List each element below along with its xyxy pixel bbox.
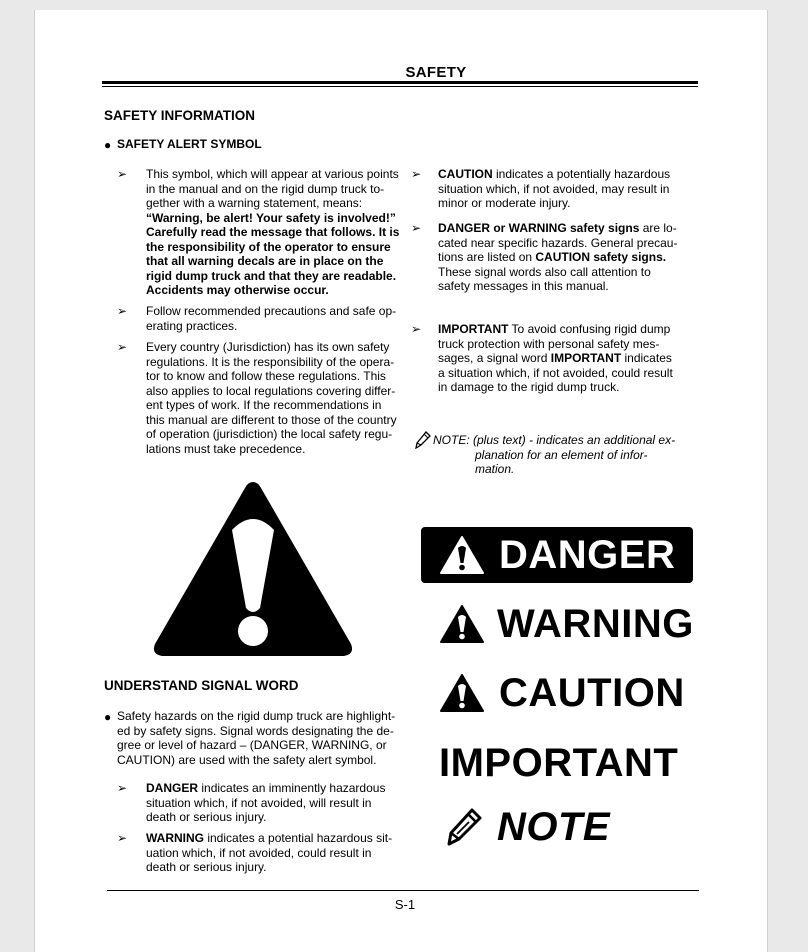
note-sign-text: NOTE [497,805,611,849]
page-title: SAFETY [405,64,467,81]
warning-alert-icon [439,604,485,644]
safety-information-heading: SAFETY INFORMATION [104,108,255,123]
safety-alert-symbol-heading: SAFETY ALERT SYMBOL [117,137,262,151]
caution-sign [439,673,685,713]
arrow-bullet-icon: ➢ [117,167,128,181]
important-sign-text: IMPORTANT [439,741,679,785]
bullet-icon: ● [104,710,112,724]
precautions-paragraph: Follow recommended precautions and safe op- erating practices. [146,304,397,333]
important-definition: IMPORTANT To avoid confusing rigid dump truck protection with personal safety mes- sages, a signal word IMPORTANT indicates a situation which, if not avoided, could result in damage to the rigid dump truck. [438,322,673,394]
warning-sign [439,604,694,644]
footer-rule [107,890,699,891]
note-sign [445,807,610,847]
danger-alert-icon [439,535,485,575]
arrow-bullet-icon: ➢ [411,167,422,181]
danger-sign-text: DANGER [499,533,676,577]
understand-signal-word-heading: UNDERSTAND SIGNAL WORD [104,678,299,693]
jurisdiction-paragraph: Every country (Jurisdiction) has its own safety regulations. It is the responsibility of the opera- tor to know and follow these regulations. This also applies to local regulations covering differ- ent types of work. If the recommendations in this manual are different to those of the country of operation (jurisdiction) the local safety regu- lations must take precedence. [146,340,397,456]
arrow-bullet-icon: ➢ [411,221,422,235]
pencil-icon [415,431,431,449]
note-pencil-icon [445,807,483,847]
arrow-bullet-icon: ➢ [411,322,422,336]
warning-definition: WARNING indicates a potential hazardous sit- uation which, if not avoided, could result in death or serious injury. [146,831,393,874]
danger-sign [421,527,693,583]
alert-symbol-paragraph: This symbol, which will appear at various points in the manual and on the rigid dump truck to- gether with a warning statement, means: “Warning, be alert! Your safety is involved!” Carefully read the message that follows. It is the responsibility of the operator to ensure that all warning decals are in place on the rigid dump truck and that they are readable. Accidents may otherwise occur. [146,167,400,297]
signal-word-intro: Safety hazards on the rigid dump truck are highlight- ed by safety signs. Signal words designating the de- gree or level of hazard – (DANGER, WARNING, or CAUTION) are used with the safety alert symbol. [117,709,396,767]
arrow-bullet-icon: ➢ [117,304,128,318]
arrow-bullet-icon: ➢ [117,781,128,795]
arrow-bullet-icon: ➢ [117,340,128,354]
bullet-icon: ● [104,138,112,152]
caution-definition: CAUTION indicates a potentially hazardous situation which, if not avoided, may result in minor or moderate injury. [438,167,671,210]
exclamation-triangle-icon [150,478,356,660]
header-rule-thick [102,81,698,84]
warning-sign-text: WARNING [497,602,694,646]
header-rule-thin [102,86,698,87]
manual-page [34,10,768,952]
important-sign [439,743,678,783]
danger-definition: DANGER indicates an imminently hazardous situation which, if not avoided, will result in death or serious injury. [146,781,386,824]
note-definition: NOTE: (plus text) - indicates an additional ex- planation for an element of infor- mation. [433,433,676,476]
caution-alert-icon [439,673,485,713]
page-number: S-1 [394,897,416,912]
caution-sign-text: CAUTION [499,671,685,715]
danger-warning-signs-definition: DANGER or WARNING safety signs are lo- cated near specific hazards. General precau- tions are listed on CAUTION safety signs. These signal words also call attention to safety messages in this manual. [438,221,678,293]
arrow-bullet-icon: ➢ [117,831,128,845]
